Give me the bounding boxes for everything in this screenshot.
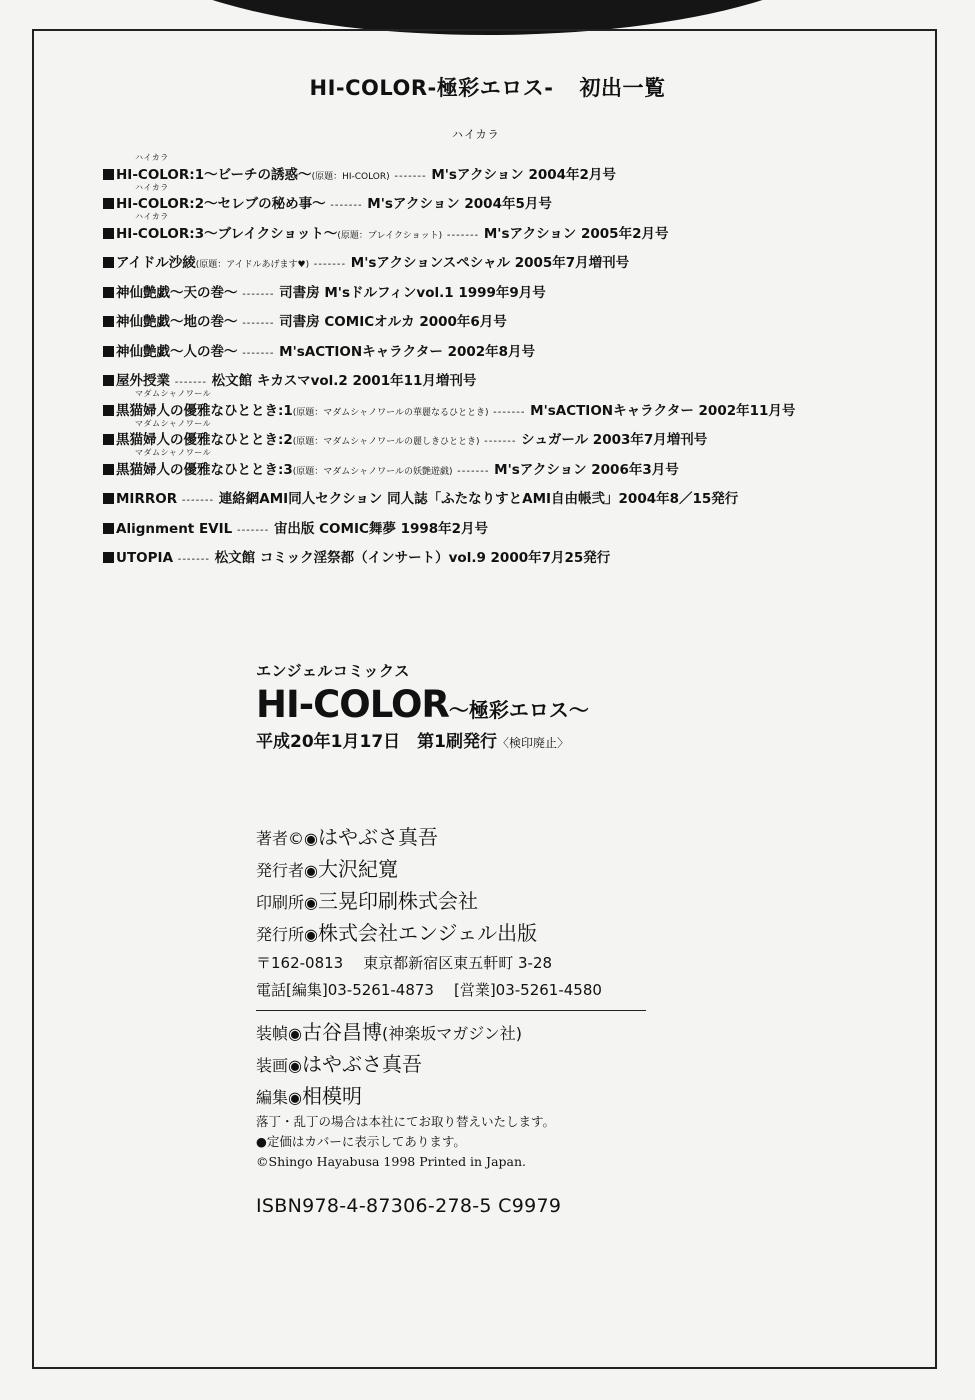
page-title-sub: 初出一覧 [579, 76, 666, 100]
credit-role: 印刷所◉ [256, 893, 318, 912]
square-bullet-icon [103, 287, 114, 298]
entry-title: 神仙艶戯〜地の巻〜 [116, 314, 238, 330]
entry-source: 司書房 COMICオルカ 2000年6月号 [279, 314, 507, 330]
credit-publisher [256, 854, 906, 886]
book-title-main: HI-COLOR [256, 683, 449, 726]
entry-source: 司書房 M'sドルフィンvol.1 1999年9月号 [279, 284, 546, 301]
publication-date [256, 727, 906, 752]
entry-source: 松文館 キカスマvol.2 2001年11月増刊号 [211, 373, 477, 389]
entry-original-title: (原題：アイドルあげます♥) [195, 260, 310, 270]
entry-dash: ------- [484, 436, 517, 447]
credit-name: 三晃印刷株式会社 [317, 889, 478, 913]
zip-code: 〒162-0813 [256, 954, 344, 972]
list-item [103, 509, 923, 539]
credit-name: 大沢紀寛 [317, 857, 398, 881]
credits [256, 822, 906, 1113]
entry-dash: ------- [242, 347, 275, 359]
entry-row [103, 399, 795, 419]
list-item [103, 480, 923, 510]
colophon [256, 660, 906, 752]
entry-source: M'sACTIONキャラクター 2002年11月号 [530, 402, 796, 419]
isbn: ISBN978-4-87306-278-5 C9979 [256, 1195, 562, 1217]
entry-title: Alignment EVIL [116, 520, 233, 537]
credit-editor [256, 1081, 906, 1113]
square-bullet-icon [103, 405, 114, 416]
credit-name: はやぶさ真吾 [317, 825, 438, 849]
entry-title: HI-COLOR:2〜セレブの秘め事〜 [116, 196, 326, 212]
entry-title: MIRROR [116, 491, 178, 507]
credit-design [256, 1017, 906, 1049]
entry-source: 宙出版 COMIC舞夢 1998年2月号 [273, 520, 489, 537]
entry-title: 黒猫婦人の優雅なひととき:1 [116, 402, 293, 419]
credit-name: 株式会社エンジェル出版 [317, 921, 538, 945]
entry-ruby: ハイカラ [135, 153, 169, 162]
entry-row [103, 310, 507, 330]
list-item [103, 155, 923, 185]
entry-dash: ------- [242, 288, 275, 300]
entry-dash: ------- [313, 259, 347, 270]
list-item [103, 332, 923, 362]
entry-original-title: (原題：マダムシャノワールの麗しきひととき) [292, 437, 480, 447]
stamp-note: 〈検印廃止〉 [496, 736, 569, 750]
square-bullet-icon [103, 257, 114, 268]
note-line: ©Shingo Hayabusa 1998 Printed in Japan. [256, 1154, 527, 1169]
entry-row [103, 281, 546, 301]
entry-title: 屋外授業 [116, 373, 170, 389]
entry-source: M'sACTIONキャラクター 2002年8月号 [279, 343, 536, 360]
entry-row [103, 428, 707, 448]
list-item [103, 182, 923, 215]
note-line: ●定価はカバーに表示してあります。 [256, 1134, 466, 1149]
square-bullet-icon [103, 169, 114, 180]
entry-source: M'sアクション 2004年2月号 [431, 166, 616, 183]
list-item [103, 273, 923, 303]
entry-ruby: マダムシャノワール [135, 389, 212, 398]
header [0, 76, 975, 141]
entry-title: 黒猫婦人の優雅なひととき:2 [116, 432, 293, 448]
list-item [103, 303, 923, 333]
street-address: 東京都新宿区東五軒町 3-28 [363, 954, 553, 972]
entry-original-title: (原題：マダムシャノワールの華麗なるひととき) [292, 407, 489, 418]
credit-role: 発行者◉ [256, 861, 318, 880]
entry-title: HI-COLOR:3〜ブレイクショット〜 [116, 225, 338, 242]
entry-dash: ------- [446, 229, 480, 241]
square-bullet-icon [103, 552, 114, 563]
entry-dash: ------- [181, 495, 215, 506]
credit-printer [256, 886, 906, 918]
note-line: 落丁・乱丁の場合は本社にてお取り替えいたします。 [256, 1114, 556, 1129]
entry-row [103, 163, 616, 183]
entry-ruby: マダムシャノワール [135, 448, 212, 457]
credit-note: (神楽坂マガジン社) [381, 1024, 523, 1043]
entry-row [103, 546, 610, 566]
first-appearance-list [103, 155, 923, 568]
square-bullet-icon [103, 464, 114, 475]
entry-original-title: (原題：ブレイクショット) [337, 230, 443, 241]
entry-title: 神仙艶戯〜天の巻〜 [116, 284, 238, 301]
entry-original-title: (原題：HI-COLOR) [311, 171, 390, 182]
entry-title: 神仙艶戯〜人の巻〜 [116, 343, 238, 360]
entry-dash: ------- [174, 377, 207, 388]
entry-row [103, 487, 738, 507]
square-bullet-icon [103, 316, 114, 327]
square-bullet-icon [103, 434, 114, 445]
entry-title: アイドル沙綾 [116, 255, 196, 271]
book-title-sub: 〜極彩エロス〜 [448, 698, 589, 722]
entry-source: M'sアクション 2006年3月号 [494, 461, 679, 478]
square-bullet-icon [103, 228, 114, 239]
book-title [256, 683, 906, 726]
entry-row [103, 369, 476, 389]
entry-dash: ------- [236, 524, 270, 536]
list-item [103, 244, 923, 274]
entry-row [103, 192, 552, 212]
list-item [103, 418, 923, 451]
entry-row [103, 251, 629, 271]
entry-source: 連絡網AMI同人セクション 同人誌「ふたなりすとAMI自由帳弐」2004年8／15発行 [218, 491, 739, 507]
list-item [103, 214, 923, 244]
credit-role: 装幀◉ [256, 1024, 302, 1043]
credit-role: 編集◉ [256, 1088, 302, 1107]
credit-publishing-house [256, 918, 906, 950]
header-ruby: ハイカラ [452, 128, 500, 141]
square-bullet-icon [103, 198, 114, 209]
entry-ruby: ハイカラ [135, 182, 169, 192]
publication-date-text: 平成20年1月17日 第1刷発行 [256, 732, 497, 752]
list-item [103, 450, 923, 480]
credit-name: 相模明 [301, 1084, 362, 1108]
entry-dash: ------- [330, 200, 363, 211]
square-bullet-icon [103, 375, 114, 386]
entry-source: M'sアクション 2005年2月号 [483, 225, 669, 242]
list-item [103, 362, 923, 392]
credit-author [256, 822, 906, 854]
entry-row [103, 340, 535, 360]
page-title-main: HI-COLOR-極彩エロス- [309, 76, 554, 100]
entry-dash: ------- [242, 318, 275, 329]
credit-role: 発行所◉ [256, 925, 318, 944]
list-item [103, 391, 923, 421]
imprint-label: エンジェルコミックス [256, 662, 410, 680]
entry-title: 黒猫婦人の優雅なひととき:3 [116, 461, 293, 478]
entry-source: M'sアクションスペシャル 2005年7月増刊号 [350, 255, 630, 271]
phone-sales: [営業]03-5261-4580 [453, 981, 602, 999]
credit-name: 古谷昌博 [301, 1020, 382, 1044]
phone-line [256, 977, 906, 1004]
entry-dash: ------- [394, 170, 427, 182]
phone-editorial: 電話[編集]03-5261-4873 [256, 981, 434, 999]
entry-title: HI-COLOR:1〜ビーチの誘惑〜 [116, 166, 312, 183]
notes [256, 1112, 555, 1172]
entry-row [103, 222, 668, 242]
entry-dash: ------- [177, 554, 210, 565]
entry-ruby: ハイカラ [135, 212, 169, 221]
entry-original-title: (原題：マダムシャノワールの妖艶遊戯) [292, 466, 453, 477]
address-line [256, 950, 906, 977]
list-item [103, 539, 923, 569]
page-title [310, 78, 666, 99]
credit-role: 装画◉ [256, 1056, 302, 1075]
square-bullet-icon [103, 493, 114, 504]
square-bullet-icon [103, 523, 114, 534]
entry-row [103, 517, 488, 537]
entry-dash: ------- [457, 465, 490, 477]
entry-dash: ------- [493, 406, 526, 418]
credit-role: 著者©◉ [256, 829, 318, 848]
entry-title: UTOPIA [116, 550, 174, 566]
entry-ruby: マダムシャノワール [135, 418, 212, 428]
divider [256, 1010, 646, 1011]
credit-name: はやぶさ真吾 [301, 1052, 422, 1076]
credit-cover-art [256, 1049, 906, 1081]
entry-row [103, 458, 679, 478]
entry-source: シュガール 2003年7月増刊号 [521, 432, 708, 448]
entry-source: 松文館 コミック淫祭都（インサート）vol.9 2000年7月25発行 [214, 550, 611, 566]
square-bullet-icon [103, 346, 114, 357]
entry-source: M'sアクション 2004年5月号 [367, 196, 552, 212]
